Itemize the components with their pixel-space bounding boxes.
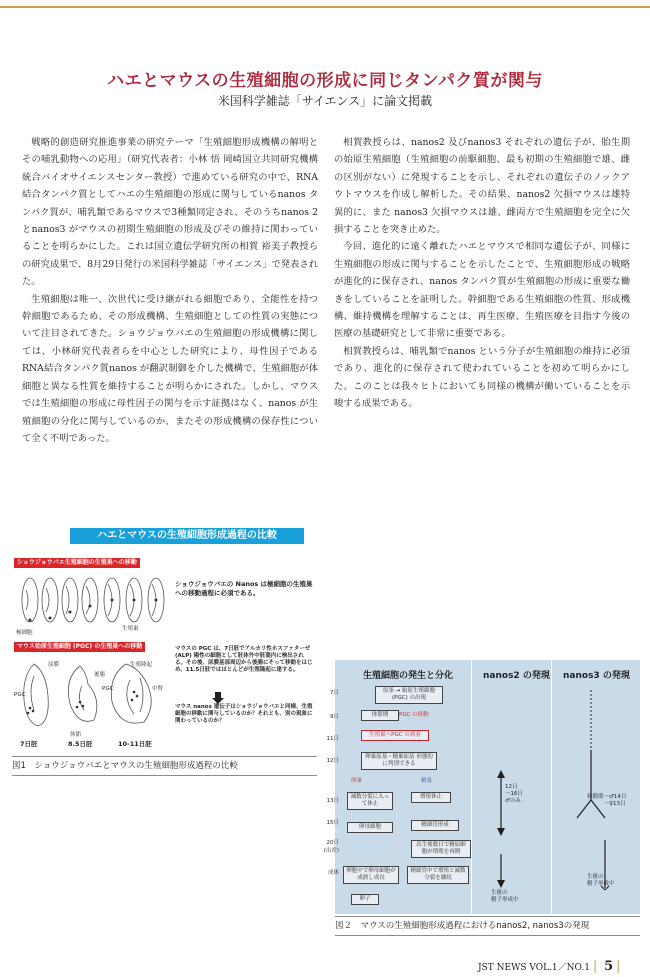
day-7: 7日 — [330, 690, 339, 696]
box-sexdiff: 卵巣原基・精巣原基 形態的に判別できる — [361, 752, 437, 770]
page-title: ハエとマウスの生殖細胞の形成に同じタンパク質が関与 — [107, 71, 543, 91]
box-arrival: 生殖巣へPGC の到着 — [361, 730, 429, 741]
box-meiosis: 減数分裂に入って休止 — [347, 792, 393, 810]
stage-7: 7日胚 — [20, 740, 38, 748]
box-ovary: 卵胞中で卵母細胞が成熟し成長 — [343, 866, 399, 884]
fig2-header-development: 生殖細胞の発生と分化 — [363, 671, 454, 681]
box-origin: 原条 → 始原生殖細胞 (PGC) の出現 — [375, 686, 443, 704]
fly-section-header: ショウジョウバエ生殖細胞の生殖巣への移動 — [14, 558, 140, 568]
footer-page-number: 5 — [604, 959, 614, 974]
footer-volume: VOL.1／NO.1 — [529, 963, 590, 973]
figure-1-caption: 図1 ショウジョウバエとマウスの生殖細胞形成過程の比較 — [12, 756, 317, 776]
footer-journal: JST NEWS — [478, 963, 527, 973]
nanos3-adult: 生後の 精子形成中 — [587, 874, 615, 887]
male-label: 精巣 — [421, 778, 433, 784]
nanos2-adult: 生後の 精子形成中 — [491, 890, 519, 903]
mouse-label-somite: 体節 — [70, 732, 82, 738]
down-arrow-icon — [212, 692, 224, 704]
nanos3-expression-arrow — [561, 690, 631, 890]
female-label: 卵巣 — [351, 778, 363, 784]
fig2-header-nanos2: nanos2 の発現 — [483, 671, 550, 681]
fly-note: ショウジョウバエの Nanos は極細胞の生殖巣への移動過程に必須である。 — [175, 580, 313, 597]
page-footer: JST NEWS VOL.1／NO.1 | 5 | — [478, 959, 621, 974]
figure-2 — [311, 660, 640, 940]
day-12: 12日 — [326, 758, 339, 764]
fig2-header-nanos3: nanos3 の発現 — [563, 671, 630, 681]
mouse-section-header: マウス始原生殖細胞 (PGC) の生殖巣への移動 — [14, 642, 145, 652]
stage-10-11: 10-11日胚 — [118, 740, 152, 748]
box-somite: 体節期 — [361, 710, 399, 721]
paragraph: 戦略的創造研究推進事業の研究テーマ「生殖細胞形成機構の解明とその哺乳動物への応用」（研究代表者：小林 悟 岡崎国立共同研究機構 統合バイオサイエンスセンター教授）で進めている研究の中で、RNA結合タンパク質としてハエの生殖細胞の形成に関与しているnanos タンパク質が、哺乳類であるマウスで3種類同定され、そのうちnanos 2とnanos3 がマウスの初期生殖細胞の形成及びその維持に関わっていることを明らかにした。これは国立遺伝学研究所の相賀 裕美子教授らの研究成果で、8月29日発行の米国科学雑誌「サイエンス」で発表された。 — [22, 137, 318, 288]
fly-embryos-illustration — [16, 570, 166, 630]
figure-1 — [12, 522, 317, 775]
day-adult: 成体 — [327, 870, 339, 876]
box-spermatogonia: 精細管形成 — [411, 820, 459, 831]
day-15: 15日 — [326, 820, 339, 826]
mouse-label-genital-ridge: 生殖隆起 — [130, 662, 153, 668]
page-subtitle: 米国科学雑誌「サイエンス」に論文掲載 — [217, 94, 433, 108]
article-right-column — [334, 134, 630, 413]
article-left-column — [22, 134, 318, 447]
stage-8-5: 8.5日胚 — [68, 740, 93, 748]
mouse-label-pgc-2: PGC — [102, 686, 114, 692]
day-11: 11日 — [326, 736, 339, 742]
mouse-label-allantois: 尿膜 — [48, 662, 60, 668]
mouse-question: マウス nanos 遺伝子はショウジョウバエと同様、生殖細胞の移動に関与しているのか？それとも、別の現象に関わっているのか？ — [175, 704, 313, 724]
paragraph: 生殖細胞は唯一、次世代に受け継がれる細胞であり、全能性を持つ幹細胞であるため、その形成機構、生殖細胞としての性質の実態について注目されてきた。ショウジョウバエの生殖細胞の形成機構に関しては、小林研究代表者らを中心とした研究により、母性因子であるRNA結合タンパク質nanos が翻訳制御を介した機構で、生殖細胞が体細胞と異なる性質を維持することが明らかにされた。しかし、マウスでは生殖細胞の形成に母性因子の関与を示す証拠はなく、nanos が生殖細胞の分化に関与しているのか、またその形成機構の保存性について全く不明であった。 — [22, 293, 318, 444]
fly-label-gonad: 生殖巣 — [122, 626, 139, 632]
box-testis: 精細管中で増殖と減数分裂を継続 — [407, 866, 469, 884]
box-mitotic: 増殖休止 — [411, 792, 451, 803]
mouse-label-pgc: PGC — [14, 692, 26, 698]
paragraph: 相賀教授らは、哺乳類でnanos という分子が生殖細胞の維持に必須であり、進化的に保存されて使われていることを初めて明らかにした。このことは我々ヒトにおいても同様の機構が働いていることを示唆する成果である。 — [334, 345, 630, 410]
paragraph: 今回、進化的に遠く離れたハエとマウスで相同な遺伝子が、同様に生殖細胞の形成に関与することを示したことで、生殖細胞形成の戦略が進化的に保存され、nanos タンパク質が生殖細胞の形成に重要な働きをしていることを証明した。幹細胞である生殖細胞の性質、形成機構、維持機構を理解することは、再生医療、生殖医療を目指す今後の医療の基礎研究として非常に重要である。 — [334, 241, 630, 340]
box-postbirth: 出生後数日で精原細胞が増殖を再開 — [411, 840, 471, 858]
mouse-note: マウスの PGC は、7日胚でアルカリ性ホスファターゼ (ALP) 陽性の細胞として胚体外中胚葉内に検出される。その後、尿膜基部周辺から後腸にそって移動をはじめ、11.5日胚ではほとんどが生殖隆起に達する。 — [175, 646, 313, 673]
box-migration: PGC の移動 — [399, 712, 429, 718]
mouse-label-mesonephros: 中腎 — [152, 686, 164, 692]
box-oocyte: 卵母細胞 — [347, 822, 393, 833]
top-rule — [0, 6, 650, 8]
day-13: 13日 — [326, 798, 339, 804]
figure-1-banner: ハエとマウスの生殖細胞形成過程の比較 — [70, 528, 304, 544]
day-9: 9日 — [330, 714, 339, 720]
figure-2-caption: 図２ マウスの生殖細胞形成過程におけるnanos2, nanos3の発現 — [335, 916, 640, 936]
mouse-label-hindgut: 後腸 — [94, 672, 106, 678]
box-egg: 卵子 — [351, 894, 379, 905]
nanos2-range: 12日 〜16日 ♂のみ — [505, 784, 523, 804]
paragraph: 相賀教授らは、nanos2 及びnanos3 それぞれの遺伝子が、胎生期の始原生殖細胞（生殖細胞の前駆細胞、最も初期の生殖細胞で雄、雌の区別がない）に発現することを示し、それぞれの遺伝子のノックアウトマウスを作成し解析した。その結果、nanos2 欠損マウスは雄特異的に、また nanos3 欠損マウスは雄、雌両方で生殖細胞を完全に欠損することを突き止めた。 — [334, 137, 630, 236]
nanos3-migration: 移動期～♂14日 ～♀13日 — [587, 794, 627, 807]
day-20-birth: 20日 (出産) — [323, 840, 339, 854]
fly-label-pole-cells: 極細胞 — [16, 630, 33, 636]
